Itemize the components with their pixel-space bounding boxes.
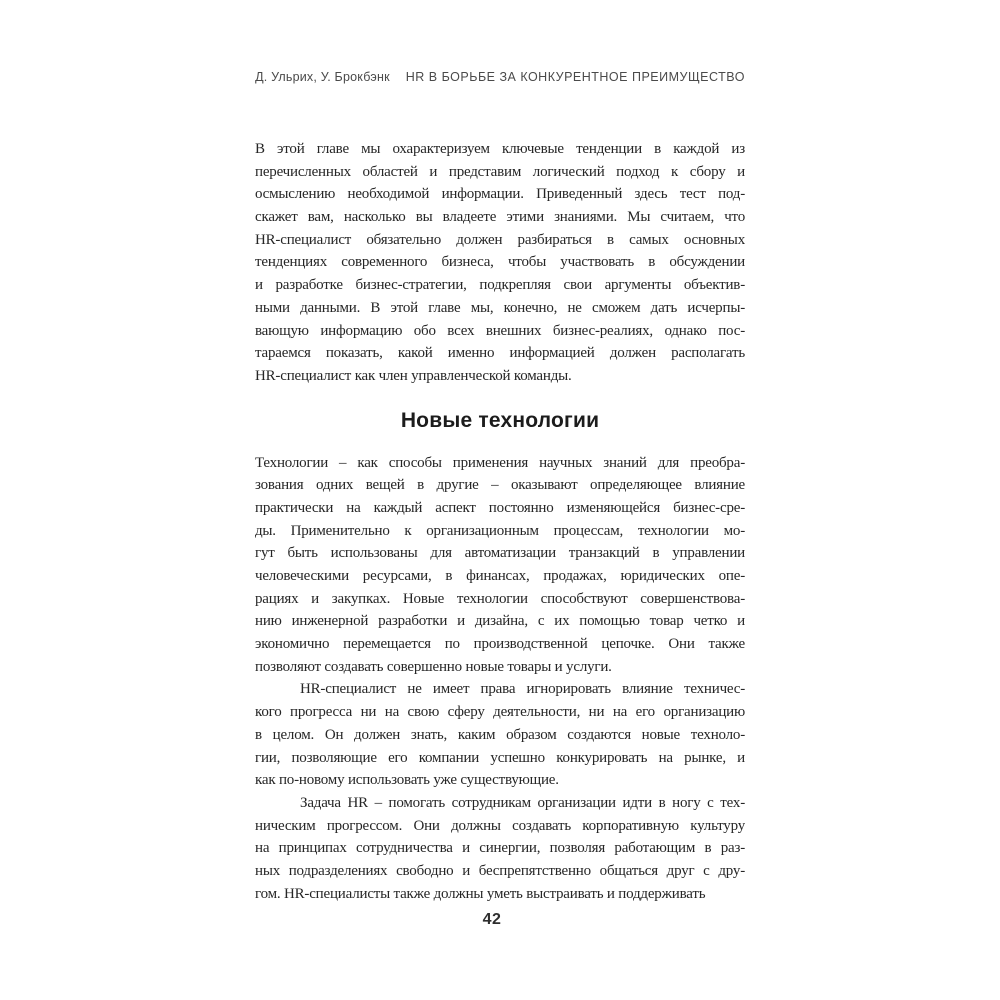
text-line: В этой главе мы охарактеризуем ключевые тенденции в каждой из <box>255 141 745 157</box>
running-head-book-title: HR В БОРЬБЕ ЗА КОНКУРЕНТНОЕ ПРЕИМУЩЕСТВО <box>405 70 745 84</box>
text-column <box>255 138 745 905</box>
paragraph <box>255 452 745 679</box>
text-line: человеческими ресурсами, в финансах, продажах, юридических опе- <box>255 568 745 584</box>
text-line: экономично перемещается по производственной цепочке. Они также <box>255 636 745 653</box>
section-heading: Новые технологии <box>400 408 600 432</box>
text-line: и разработке бизнес-стратегии, подкрепляя свои аргументы объектив- <box>255 277 745 294</box>
text-line: гом. HR-специалисты также должны уметь выстраивать и поддерживать <box>255 885 706 902</box>
text-line: как по-новому использовать уже существующие. <box>255 772 559 789</box>
paragraph <box>255 138 745 388</box>
text-line: HR-специалист не имеет права игнорировать влияние техничес- <box>300 681 745 698</box>
text-line: рациях и закупках. Новые технологии способствуют совершенствова- <box>255 590 745 607</box>
paragraph <box>255 678 745 791</box>
text-line: на принципах сотрудничества и синергии, позволяя работающим в раз- <box>255 840 745 857</box>
text-line: гут быть использованы для автоматизации транзакций в управлении <box>255 545 745 562</box>
text-line: Технологии – как способы применения научных знаний для преобра- <box>255 454 745 471</box>
text-line: зования одних вещей в другие – оказывают определяющее влияние <box>255 477 745 494</box>
text-line: в целом. Он должен знать, каким образом создаются новые техноло- <box>255 726 745 743</box>
paragraph <box>255 792 745 905</box>
page-footer <box>0 911 984 929</box>
text-line: тараемся показать, какой именно информацией должен располагать <box>255 345 745 362</box>
text-line: HR-специалист обязательно должен разбираться в самых основных <box>255 231 745 248</box>
text-line: ды. Применительно к организационным процессам, технологии мо- <box>255 522 745 539</box>
text-line: осмыслению необходимой информации. Приведенный здесь тест под- <box>255 186 745 203</box>
text-line: позволяют создавать совершенно новые товары и услуги. <box>255 658 612 675</box>
running-head-authors: Д. Ульрих, У. Брокбэнк <box>255 70 390 84</box>
running-head <box>0 70 1000 84</box>
text-line: ническим прогрессом. Они должны создавать корпоративную культуру <box>255 817 745 834</box>
text-line: нию инженерной разработки и дизайна, с их помощью товар четко и <box>255 613 745 630</box>
text-line: скажет вам, насколько вы владеете этими знаниями. Мы считаем, что <box>255 209 745 226</box>
text-line: гии, позволяющие его компании успешно конкурировать на рынке, и <box>255 749 745 766</box>
text-line: перечисленных областей и представим логический подход к сбору и <box>255 163 745 180</box>
text-line: Задача HR – помогать сотрудникам организации идти в ногу с тех- <box>300 794 745 811</box>
text-line: практически на каждый аспект постоянно изменяющейся бизнес-сре- <box>255 499 745 516</box>
text-line: вающую информацию обо всех внешних бизнес-реалиях, однако пос- <box>255 322 745 339</box>
text-line: HR-специалист как член управленческой команды. <box>255 367 572 384</box>
text-line: ных подразделениях свободно и беспрепятственно общаться друг с дру- <box>255 862 745 879</box>
text-line: ными данными. В этой главе мы, конечно, не сможем дать исчерпы- <box>255 299 745 316</box>
text-line: тенденциях современного бизнеса, чтобы участвовать в обсуждении <box>255 254 745 271</box>
page-number: 42 <box>482 911 502 928</box>
text-line: кого прогресса ни на свою сферу деятельности, ни на его организацию <box>255 704 745 721</box>
